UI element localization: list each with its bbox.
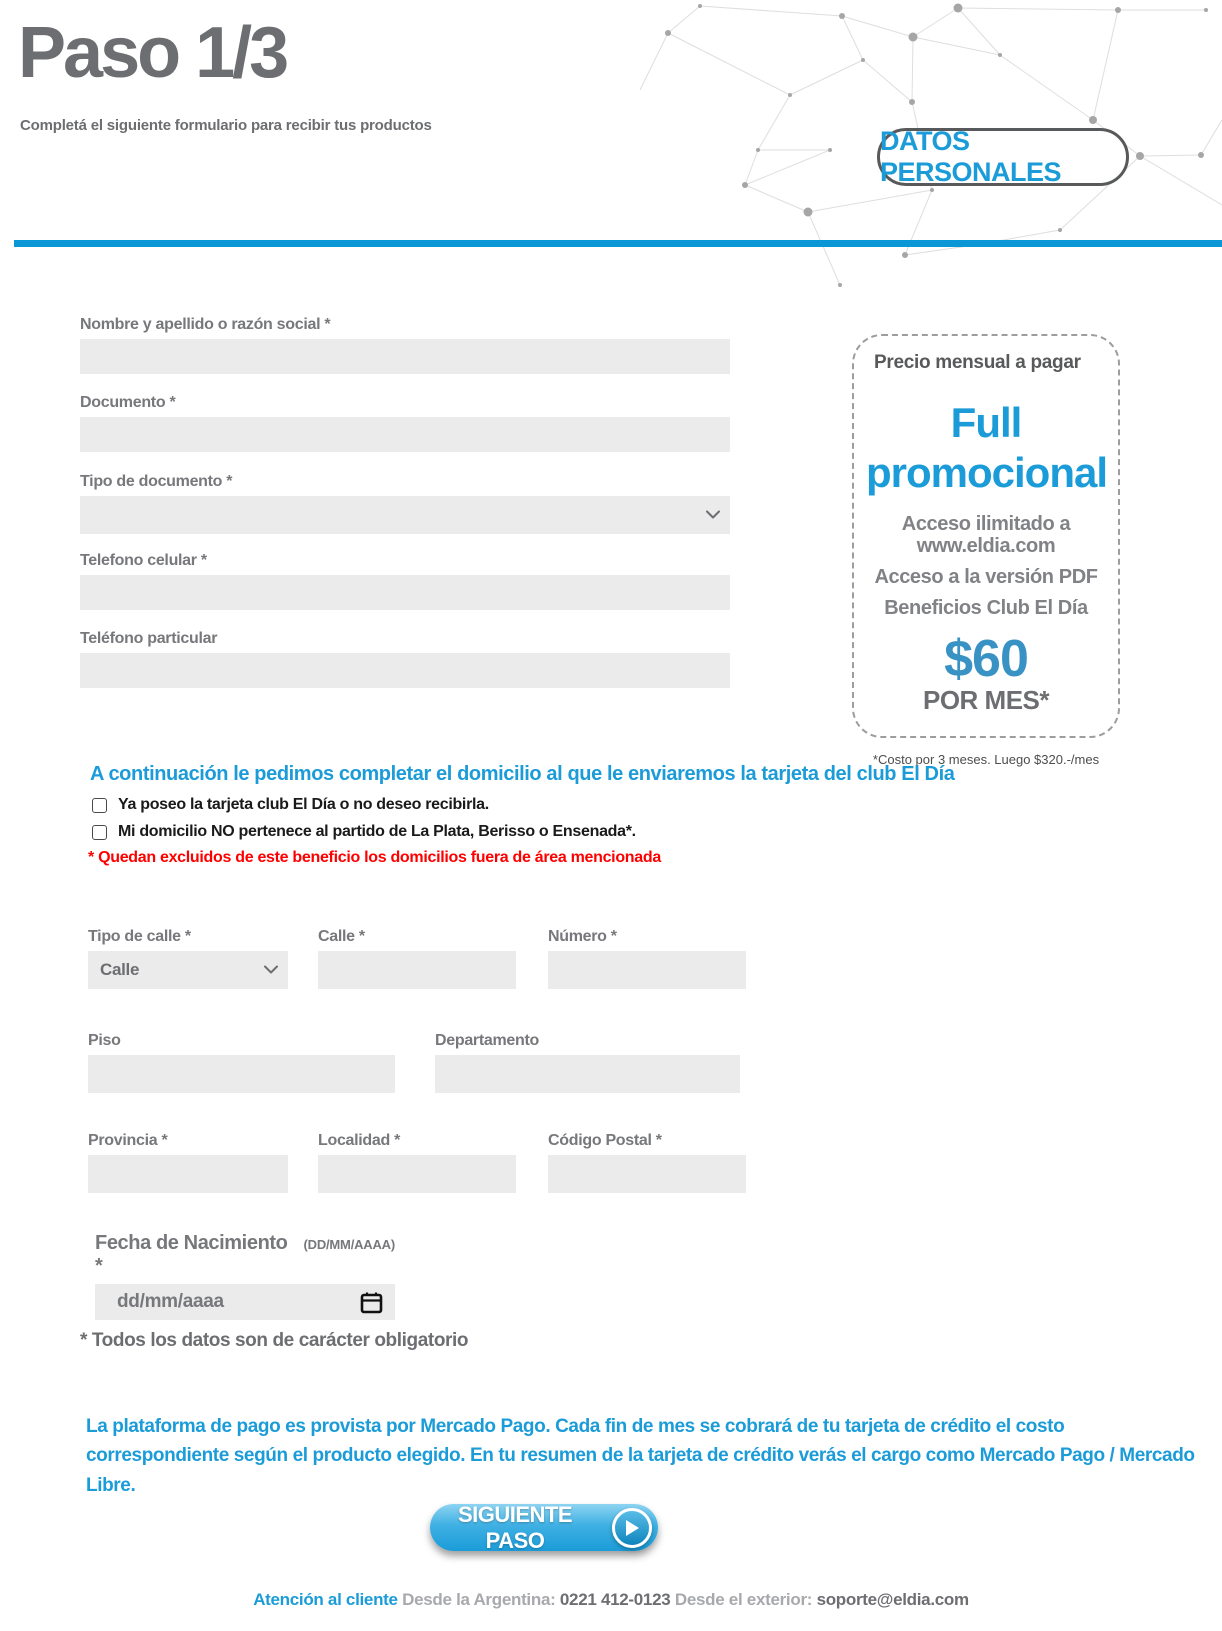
chevron-down-icon [264,966,278,975]
siguiente-paso-label: SIGUIENTE PASO [457,1501,573,1553]
field-calle [318,928,516,989]
provincia-input[interactable] [88,1155,288,1193]
footer-phone: 0221 412-0123 [559,1590,671,1609]
tipo-documento-select[interactable] [80,496,730,534]
pricing-panel [852,334,1120,738]
field-particular [80,630,730,688]
piso-label: Piso [88,1032,121,1049]
tarjeta-checkbox[interactable] [92,798,107,813]
play-triangle-icon [624,1519,640,1537]
nombre-label: Nombre y apellido o razón social * [80,316,331,333]
address-intro-heading: A continuación le pedimos completar el domicilio al que le enviaremos la tarjeta del club El Día [90,763,955,785]
footer [0,1590,1222,1610]
tarjeta-checkbox-label: Ya poseo la tarjeta club El Día o no deseo recibirla. [118,796,489,813]
tipo-calle-selected-value: Calle [100,960,140,979]
field-tipo-calle [88,928,288,989]
documento-label: Documento * [80,394,176,411]
localidad-input[interactable] [318,1155,516,1193]
footer-from-abroad-label: Desde el exterior: [674,1590,813,1609]
field-departamento [435,1032,740,1093]
section-badge-label: DATOS PERSONALES [880,126,1062,187]
field-piso [88,1032,395,1093]
required-fields-note: * Todos los datos son de carácter obligatorio [80,1330,469,1351]
codigo-postal-label: Código Postal * [548,1132,662,1149]
numero-label: Número * [548,928,617,945]
celular-label: Telefono celular * [80,552,207,569]
fecha-nacimiento-label-row [95,1232,395,1278]
nombre-input[interactable] [80,339,730,374]
pricing-title: Precio mensual a pagar [874,352,1081,373]
plan-features [866,513,1106,619]
tipo-calle-select[interactable] [88,951,288,989]
departamento-input[interactable] [435,1055,740,1093]
footer-support-label: Atención al cliente [253,1590,398,1609]
plan-name-line1: Full [950,399,1022,446]
numero-input[interactable] [548,951,746,989]
field-numero [548,928,746,989]
checkbox-row-domicilio [92,823,636,841]
tipo-documento-label: Tipo de documento * [80,473,233,490]
tipo-calle-label: Tipo de calle * [88,928,191,945]
checkbox-row-tarjeta [92,796,489,814]
section-badge [877,128,1129,186]
piso-input[interactable] [88,1055,395,1093]
header-divider [14,240,1222,247]
field-celular [80,552,730,610]
fecha-nacimiento-label: Fecha de Nacimiento * [95,1232,288,1277]
domicilio-checkbox-label: Mi domicilio NO pertenece al partido de La Plata, Berisso o Ensenada*. [118,823,636,840]
siguiente-paso-button[interactable] [430,1501,658,1553]
particular-label: Teléfono particular [80,630,218,647]
field-provincia [88,1132,288,1193]
codigo-postal-input[interactable] [548,1155,746,1193]
documento-input[interactable] [80,417,730,452]
plan-name [866,398,1106,497]
departamento-label: Departamento [435,1032,539,1049]
plan-feature: Beneficios Club El Día [884,597,1088,620]
localidad-label: Localidad * [318,1132,401,1149]
footer-from-argentina-label: Desde la Argentina: [402,1590,556,1609]
play-icon [612,1508,652,1548]
exclusion-note: * Quedan excluidos de este beneficio los domicilios fuera de área mencionada [88,849,661,866]
footer-email: soporte@eldia.com [816,1590,969,1609]
field-fecha-nacimiento [95,1232,395,1320]
calendar-icon[interactable] [360,1291,383,1314]
plan-price: $60 [944,630,1028,689]
pricing-footnote: *Costo por 3 meses. Luego $320.-/mes [872,752,1100,767]
page-title: Paso 1/3 [18,13,287,93]
plan-price-period: POR MES* [922,685,1050,716]
plan-feature: Acceso ilimitado a www.eldia.com [901,513,1071,558]
provincia-label: Provincia * [88,1132,168,1149]
calle-label: Calle * [318,928,365,945]
domicilio-checkbox[interactable] [92,825,107,840]
plan-feature: Acceso a la versión PDF [874,566,1098,589]
particular-input[interactable] [80,653,730,688]
field-tipo-documento [80,473,730,534]
field-nombre [80,316,730,374]
fecha-nacimiento-input[interactable] [95,1284,395,1320]
chevron-down-icon [706,511,720,520]
plan-name-line2: promocional [866,448,1108,496]
field-codigo-postal [548,1132,746,1193]
field-documento [80,394,730,452]
payment-info-note: La plataforma de pago es provista por Mercado Pago. Cada fin de mes se cobrará de tu tarjeta de crédito el costo correspondiente según el producto elegido. En tu resumen de la tarjeta de crédito verás el cargo como Mercado Pago / Mercado Libre. [86,1416,1195,1496]
calle-input[interactable] [318,951,516,989]
fecha-input-wrap [95,1284,395,1320]
fecha-format-hint: (DD/MM/AAAA) [303,1237,395,1252]
field-localidad [318,1132,516,1193]
page-subtitle: Completá el siguiente formulario para recibir tus productos [20,117,432,134]
celular-input[interactable] [80,575,730,610]
